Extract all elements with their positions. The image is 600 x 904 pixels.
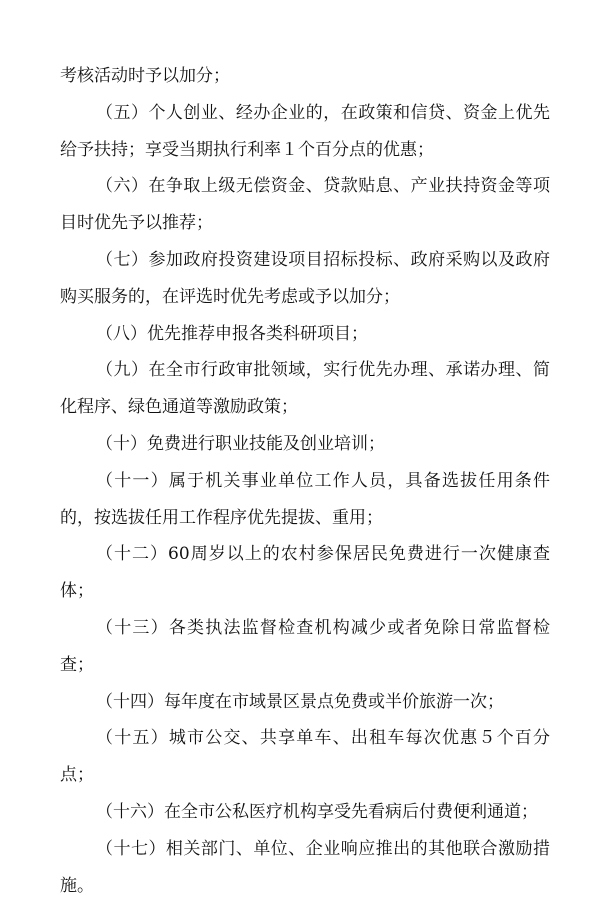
paragraph-item-17: （十七）相关部门、单位、企业响应推出的其他联合激励措施。	[60, 838, 550, 896]
paragraph-item-15: （十五）城市公交、共享单车、出租车每次优惠５个百分点；	[60, 728, 550, 786]
paragraph-item-7: （七）参加政府投资建设项目招标投标、政府采购以及政府购买服务的，在评选时优先考虑或予以加分；	[60, 249, 550, 307]
paragraph-item-13: （十三）各类执法监督检查机构减少或者免除日常监督检查；	[60, 617, 550, 675]
paragraph-item-14: （十四）每年度在市域景区景点免费或半价旅游一次；	[96, 691, 504, 712]
paragraph-item-8: （八）优先推荐申报各类科研项目；	[96, 323, 368, 344]
paragraph-item-10: （十）免费进行职业技能及创业培训；	[96, 433, 385, 454]
paragraph-item-9: （九）在全市行政审批领域，实行优先办理、承诺办理、简化程序、绿色通道等激励政策；	[60, 360, 550, 418]
paragraph-item-5: （五）个人创业、经办企业的，在政策和信贷、资金上优先给予扶持；享受当期执行利率１个百分点的优惠；	[60, 102, 550, 160]
paragraph-item-6: （六）在争取上级无偿资金、贷款贴息、产业扶持资金等项目时优先予以推荐；	[60, 176, 550, 234]
paragraph-item-12: （十二）60周岁以上的农村参保居民免费进行一次健康查体；	[60, 544, 550, 602]
paragraph-continuation: 考核活动时予以加分；	[60, 66, 230, 86]
paragraph-item-16: （十六）在全市公私医疗机构享受先看病后付费便利通道；	[96, 801, 538, 822]
paragraph-item-11: （十一）属于机关事业单位工作人员，具备选拔任用条件的，按选拔任用工作程序优先提拔、重用；	[60, 470, 550, 528]
document-page	[60, 58, 550, 904]
